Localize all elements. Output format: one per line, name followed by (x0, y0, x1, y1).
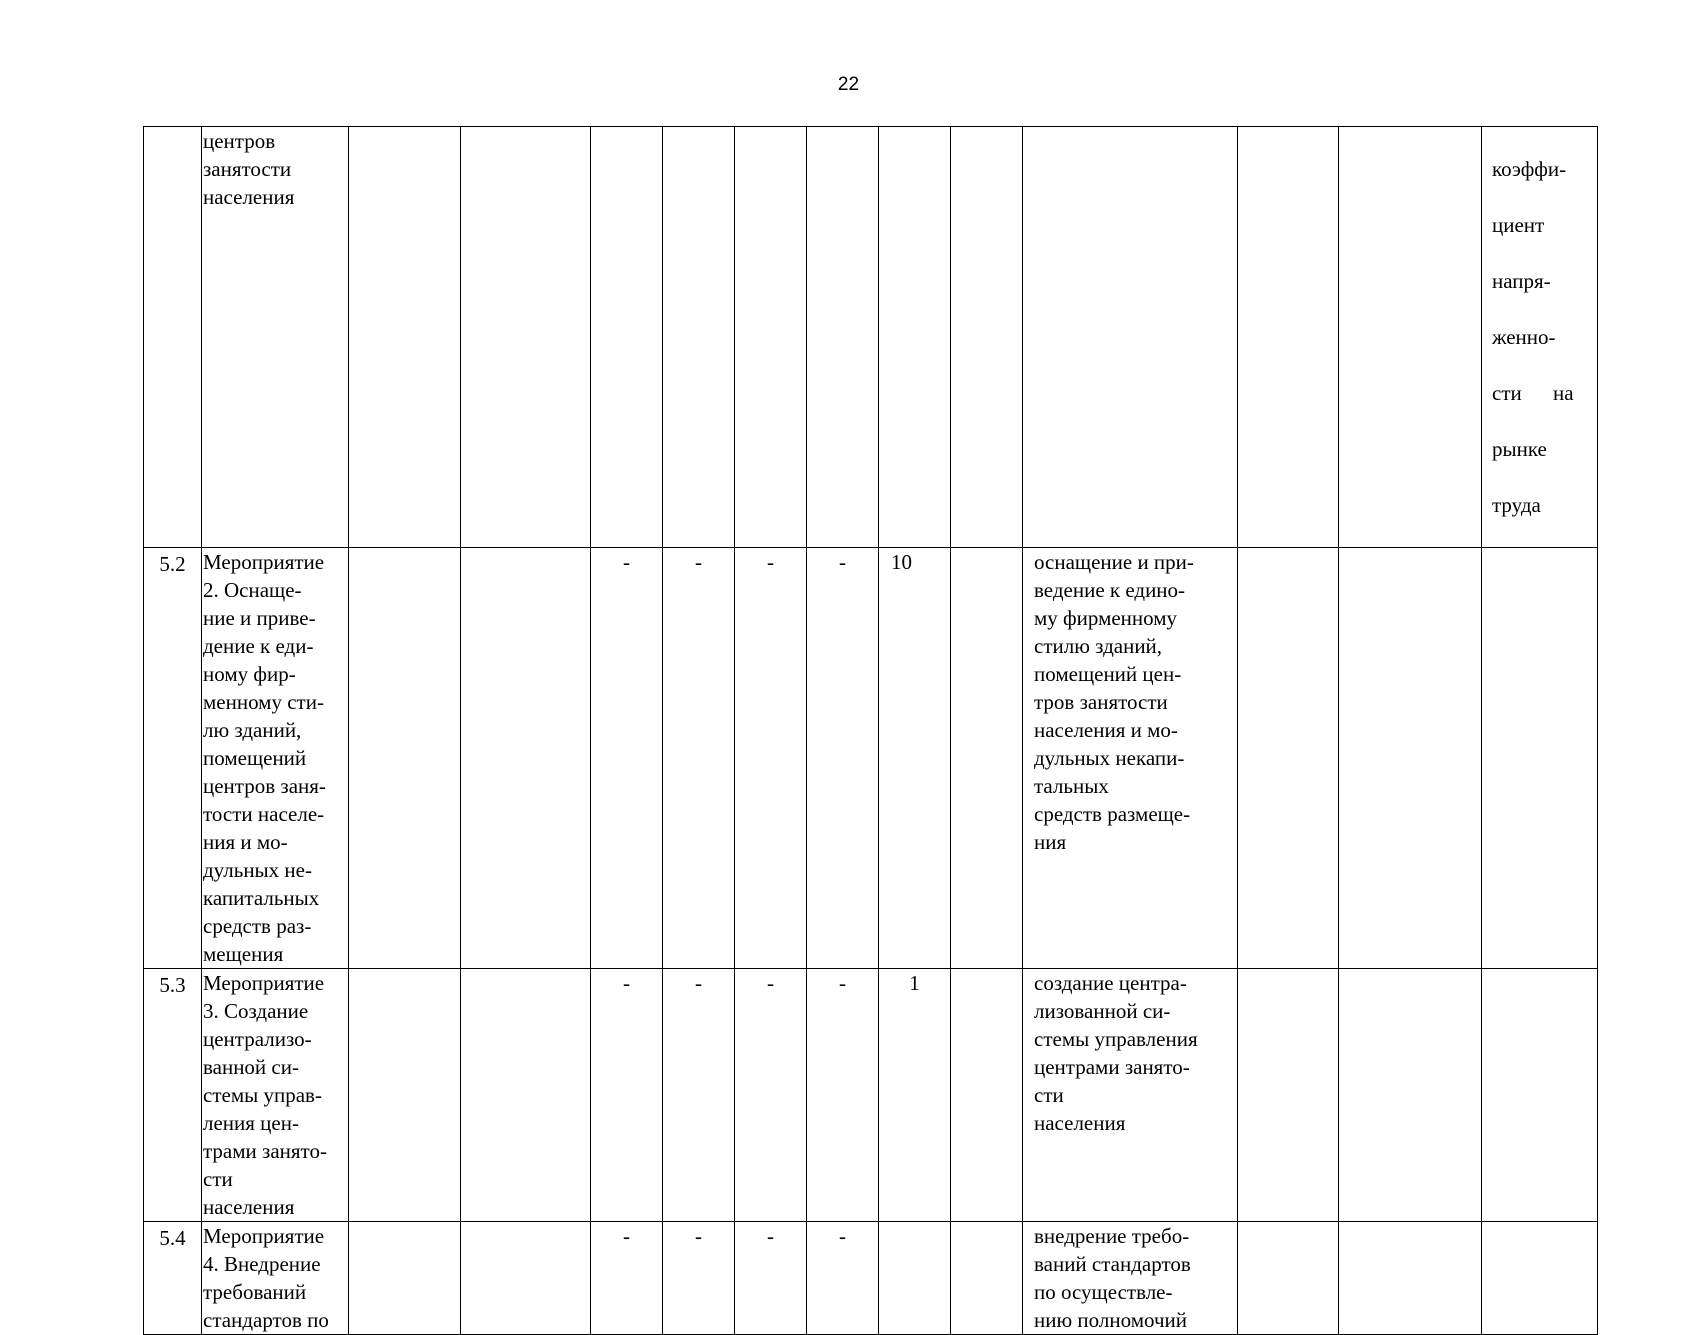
empty-cell (461, 1222, 591, 1335)
measure-name: Мероприятие 4. Внедрение требований стандартов по (202, 1222, 349, 1335)
note-line: коэффи- (1492, 157, 1567, 181)
table-row (144, 969, 1598, 1222)
empty-cell (1339, 127, 1482, 548)
year-cell (591, 127, 663, 548)
year-cell (807, 127, 879, 548)
value-cell: 1 (879, 969, 951, 1222)
result-description: внедрение требо- ваний стандартов по осуществле- нию полномочий (1023, 1222, 1238, 1335)
note-line: сти на (1492, 381, 1574, 405)
year-cell: - (663, 969, 735, 1222)
row-number (144, 127, 202, 548)
table-row (144, 127, 1598, 548)
empty-cell (349, 969, 461, 1222)
year-cell: - (735, 1222, 807, 1335)
indicator-note (1482, 127, 1598, 548)
empty-cell (951, 1222, 1023, 1335)
value-cell: 10 (879, 548, 951, 969)
empty-cell (461, 127, 591, 548)
note-line: труда (1492, 493, 1541, 517)
note-line: циент (1492, 213, 1545, 237)
year-cell: - (807, 1222, 879, 1335)
year-cell: - (807, 969, 879, 1222)
year-cell (663, 127, 735, 548)
year-cell: - (735, 969, 807, 1222)
year-cell: - (807, 548, 879, 969)
note-line: напря- (1492, 269, 1551, 293)
year-cell: - (591, 969, 663, 1222)
result-description (1023, 127, 1238, 548)
year-cell: - (663, 548, 735, 969)
note-line: женно- (1492, 325, 1556, 349)
empty-cell (461, 969, 591, 1222)
empty-cell (951, 548, 1023, 969)
empty-cell (1339, 969, 1482, 1222)
year-cell: - (591, 1222, 663, 1335)
empty-cell (1482, 548, 1598, 969)
page-number: 22 (837, 74, 860, 95)
row-number: 5.2 (144, 548, 202, 969)
empty-cell (349, 127, 461, 548)
empty-cell (349, 1222, 461, 1335)
year-cell: - (663, 1222, 735, 1335)
year-cell: - (591, 548, 663, 969)
year-cell: - (735, 548, 807, 969)
value-cell (879, 1222, 951, 1335)
measures-table (143, 126, 1598, 1335)
result-description: создание центра- лизованной си- стемы управления центрами занято- сти населения (1023, 969, 1238, 1222)
empty-cell (1238, 548, 1339, 969)
measure-name: Мероприятие 3. Создание централизо- ванной си- стемы управ- ления цен- трами занято- сти населения (202, 969, 349, 1222)
year-cell (735, 127, 807, 548)
note-line: рынке (1492, 437, 1547, 461)
measure-name: центров занятости населения (202, 127, 349, 548)
table-row (144, 1222, 1598, 1335)
row-number: 5.3 (144, 969, 202, 1222)
empty-cell (951, 969, 1023, 1222)
result-description: оснащение и при- ведение к едино- му фирменному стилю зданий, помещений цен- тров занятости населения и мо- дульных некапи- тальных средств размеще- ния (1023, 548, 1238, 969)
table-row (144, 548, 1598, 969)
row-number: 5.4 (144, 1222, 202, 1335)
empty-cell (461, 548, 591, 969)
empty-cell (1238, 127, 1339, 548)
empty-cell (1339, 548, 1482, 969)
empty-cell (349, 548, 461, 969)
empty-cell (1238, 969, 1339, 1222)
empty-cell (1482, 969, 1598, 1222)
empty-cell (1482, 1222, 1598, 1335)
measure-name: Мероприятие 2. Оснаще- ние и приве- дение к еди- ному фир- менному сти- лю зданий, помещений центров заня- тости населе- ния и мо- дульных не- капитальных средств раз- мещения (202, 548, 349, 969)
empty-cell (1238, 1222, 1339, 1335)
empty-cell (951, 127, 1023, 548)
empty-cell (1339, 1222, 1482, 1335)
value-cell (879, 127, 951, 548)
